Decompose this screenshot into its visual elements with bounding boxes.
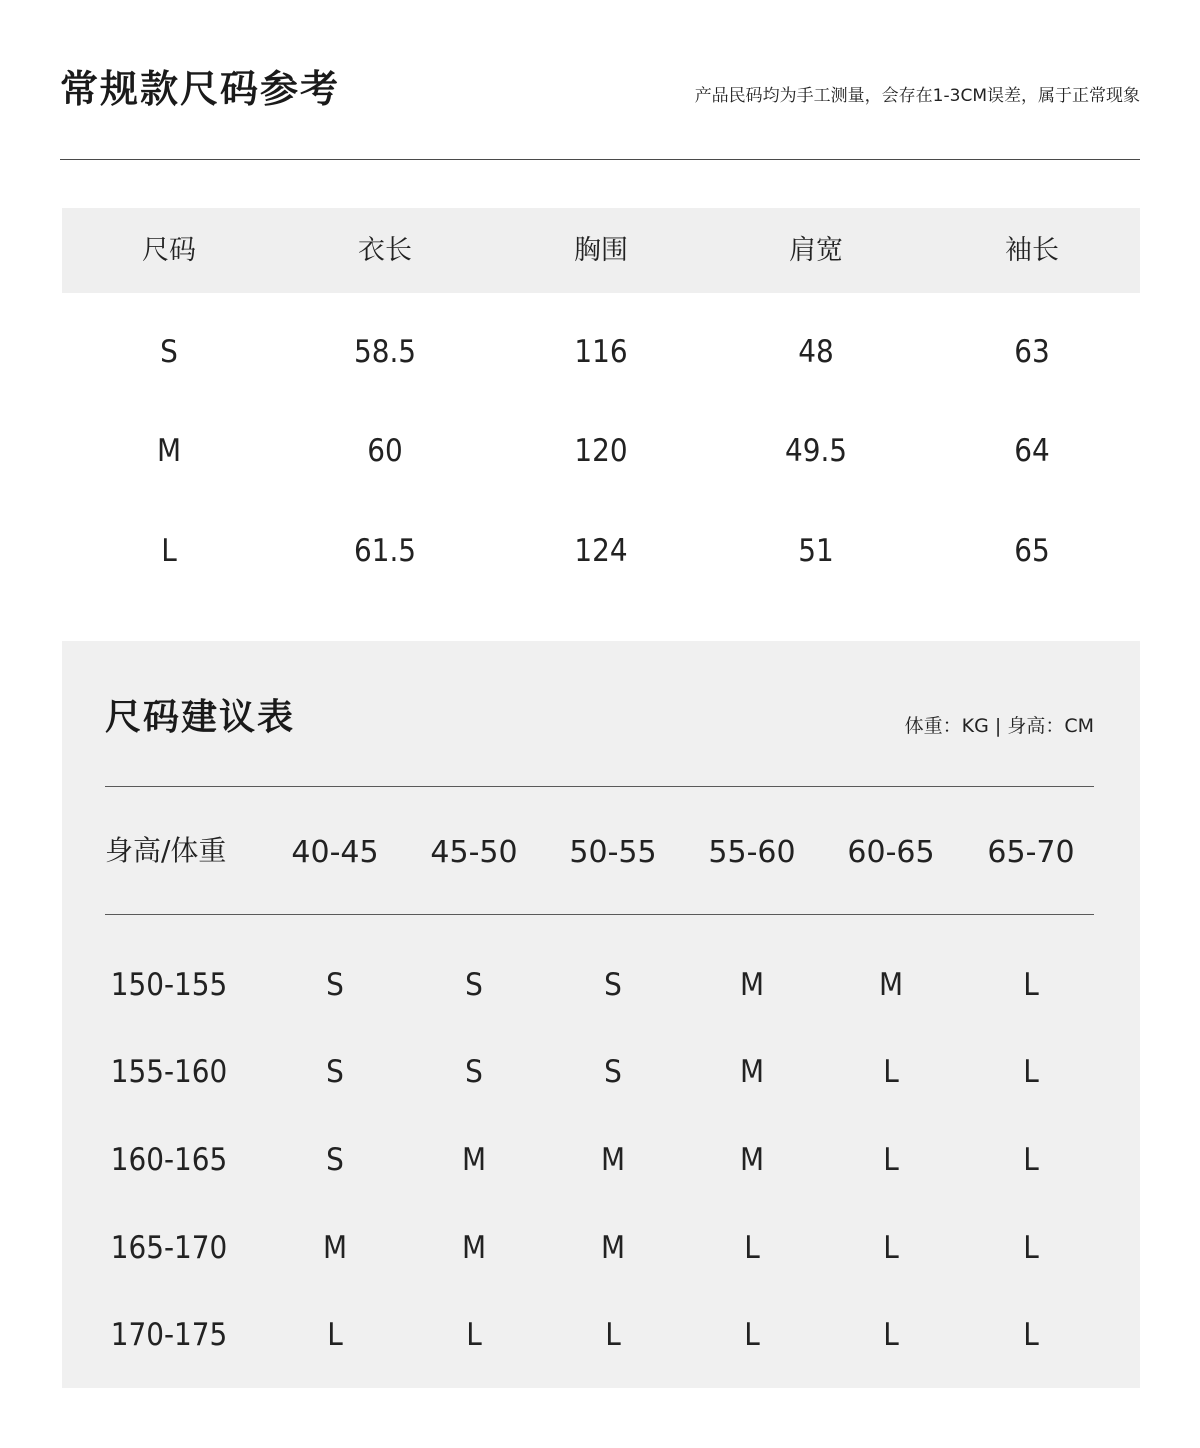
measurement-note: 产品民码均为手工测量，会存在1-3CM误差，属于正常现象 <box>694 86 1140 106</box>
table-cell: M <box>156 433 182 469</box>
table-cell: 49.5 <box>784 433 848 469</box>
size-cell: L <box>744 1230 760 1266</box>
table-cell: 48 <box>798 334 834 370</box>
weight-range-header: 60-65 <box>847 835 935 870</box>
unit-note: 体重：KG | 身高：CM <box>904 715 1094 737</box>
chest-column-header: 胸围 <box>574 235 628 266</box>
size-cell: L <box>1023 1054 1039 1090</box>
size-cell: M <box>461 1142 487 1178</box>
height-range-label: 165-170 <box>110 1230 228 1266</box>
title-divider <box>60 159 1140 160</box>
table-cell: 58.5 <box>353 334 417 370</box>
table-cell: 51 <box>798 533 834 569</box>
length-column-header: 衣长 <box>358 235 412 266</box>
table-cell: L <box>161 533 177 569</box>
size-cell: L <box>1023 967 1039 1003</box>
size-cell: L <box>1023 1317 1039 1353</box>
size-table-row <box>62 332 1140 372</box>
size-cell: S <box>326 1054 344 1090</box>
size-cell: L <box>883 1230 899 1266</box>
weight-range-header: 55-60 <box>708 835 796 870</box>
size-cell: S <box>604 1054 622 1090</box>
size-table-row <box>62 531 1140 571</box>
size-recommendation-panel <box>62 641 1140 1388</box>
size-cell: L <box>883 1054 899 1090</box>
height-weight-label: 身高/体重 <box>105 834 227 867</box>
size-column-header: 尺码 <box>142 235 196 266</box>
table-cell: 64 <box>1014 433 1050 469</box>
size-cell: M <box>600 1230 626 1266</box>
size-cell: M <box>739 967 765 1003</box>
height-range-label: 170-175 <box>110 1317 228 1353</box>
weight-range-header: 45-50 <box>430 835 518 870</box>
height-range-label: 155-160 <box>110 1054 228 1090</box>
size-cell: S <box>465 967 483 1003</box>
size-cell: L <box>1023 1230 1039 1266</box>
table-cell: 120 <box>574 433 628 469</box>
table-cell: 60 <box>367 433 403 469</box>
size-cell: L <box>605 1317 621 1353</box>
size-cell: M <box>739 1142 765 1178</box>
header-top-divider <box>105 786 1094 787</box>
table-cell: S <box>160 334 178 370</box>
sleeve-column-header: 袖长 <box>1005 235 1059 266</box>
size-cell: L <box>744 1317 760 1353</box>
size-cell: M <box>322 1230 348 1266</box>
size-cell: M <box>461 1230 487 1266</box>
shoulder-column-header: 肩宽 <box>789 235 843 266</box>
size-cell: S <box>326 967 344 1003</box>
size-table-header <box>62 208 1140 293</box>
header-bottom-divider <box>105 914 1094 915</box>
table-cell: 65 <box>1014 533 1050 569</box>
size-cell: L <box>327 1317 343 1353</box>
recommendation-title: 尺码建议表 <box>105 697 296 738</box>
page-title: 常规款尺码参考 <box>60 67 341 111</box>
weight-range-header: 65-70 <box>987 835 1075 870</box>
table-cell: 116 <box>574 334 628 370</box>
size-cell: M <box>878 967 904 1003</box>
size-cell: L <box>883 1317 899 1353</box>
weight-range-header: 40-45 <box>291 835 379 870</box>
table-cell: 63 <box>1014 334 1050 370</box>
size-cell: S <box>465 1054 483 1090</box>
size-cell: L <box>883 1142 899 1178</box>
size-cell: M <box>739 1054 765 1090</box>
height-range-label: 150-155 <box>110 967 228 1003</box>
size-table-row <box>62 431 1140 471</box>
size-cell: S <box>604 967 622 1003</box>
size-cell: M <box>600 1142 626 1178</box>
height-range-label: 160-165 <box>110 1142 228 1178</box>
size-cell: S <box>326 1142 344 1178</box>
size-cell: L <box>1023 1142 1039 1178</box>
table-cell: 61.5 <box>353 533 417 569</box>
size-cell: L <box>466 1317 482 1353</box>
weight-range-header: 50-55 <box>569 835 657 870</box>
table-cell: 124 <box>574 533 628 569</box>
